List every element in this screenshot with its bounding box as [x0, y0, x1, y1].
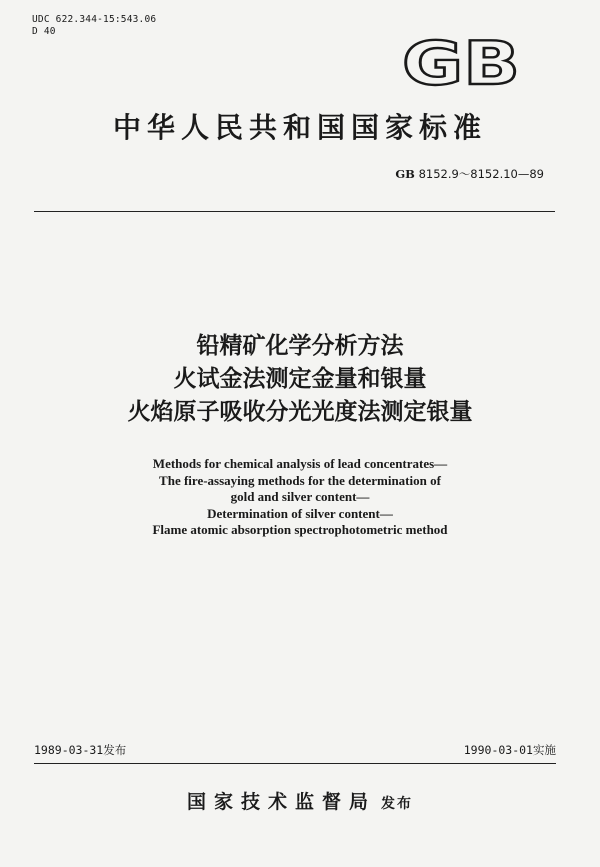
udc-classification [32, 14, 156, 38]
english-title-line: Flame atomic absorption spectrophotometric method [152, 522, 448, 537]
publisher-action: 发布 [381, 796, 414, 812]
chinese-title-line: 火试金法测定金量和银量 [173, 366, 427, 392]
standard-number [395, 166, 544, 182]
national-standard-title: 中华人民共和国国家标准 [112, 111, 487, 144]
english-title-line: Methods for chemical analysis of lead concentrates— [152, 456, 448, 471]
gb-logo [400, 32, 522, 90]
chinese-title-line: 火焰原子吸收分光光度法测定银量 [127, 399, 473, 425]
standard-prefix: GB [395, 167, 415, 181]
english-title-line: The fire-assaying methods for the determination of [159, 472, 441, 488]
gb-logo-text: GB [402, 32, 520, 90]
category-code: D 40 [32, 26, 56, 37]
udc-code: UDC 622.344-15:543.06 [32, 14, 157, 25]
chinese-title-block [0, 330, 600, 429]
implementation-date: 1990-03-01实施 [463, 743, 556, 757]
publisher-org: 国家技术监督局 [186, 791, 376, 813]
standard-code: 8152.9～8152.10—89 [418, 167, 544, 181]
english-title-line: gold and silver content— [230, 489, 370, 504]
english-title-line: Determination of silver content— [207, 505, 393, 521]
bottom-divider [34, 763, 556, 764]
issue-date: 1989-03-31发布 [34, 743, 127, 757]
english-title-block [0, 456, 600, 539]
top-divider [34, 211, 555, 212]
chinese-title-line: 铅精矿化学分析方法 [196, 333, 404, 359]
publisher-line [0, 787, 600, 814]
